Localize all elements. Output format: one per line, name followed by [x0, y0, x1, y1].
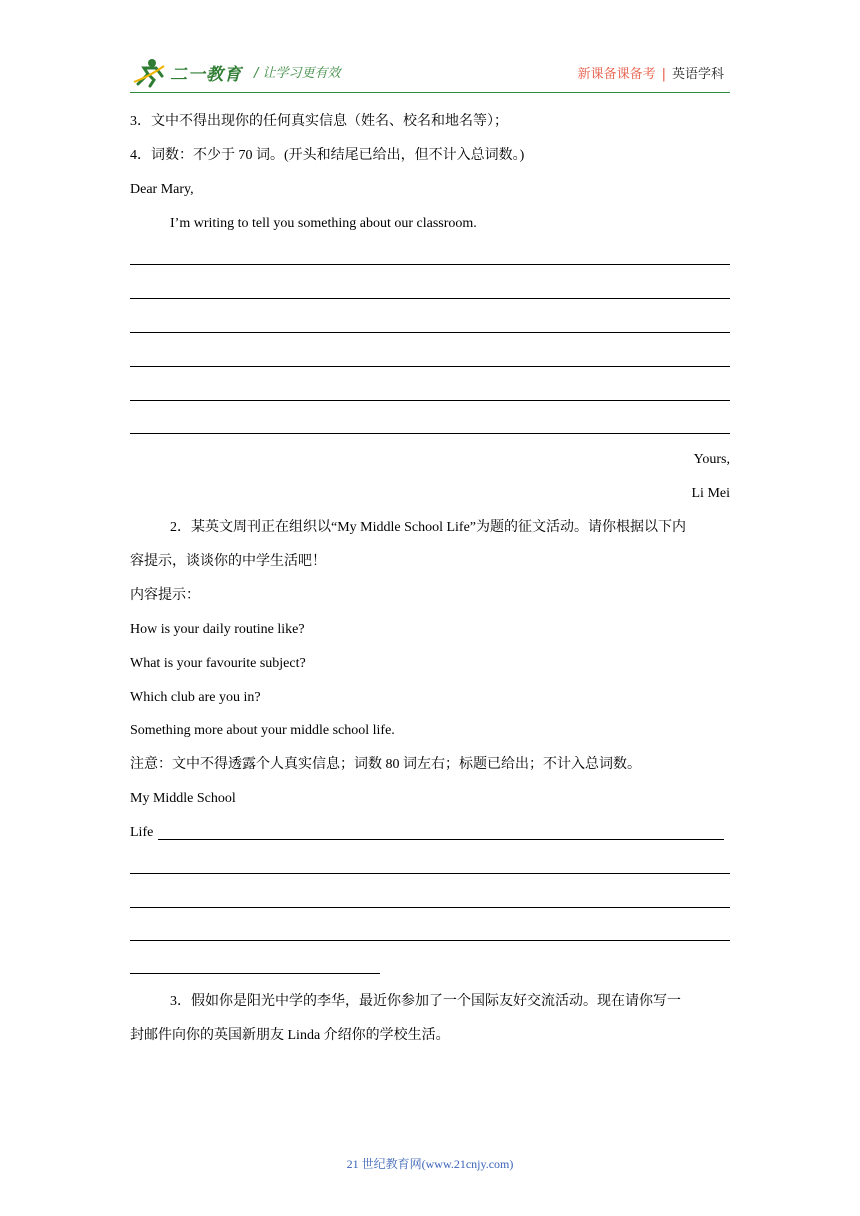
answer-line[interactable]: [130, 940, 730, 941]
answer-line[interactable]: [130, 298, 730, 299]
slogan: / 让学习更有效: [254, 66, 341, 81]
hint-item: What is your favourite subject?: [130, 656, 306, 671]
requirement-4: 4．词数：不少于 70 词。(开头和结尾已给出，但不计入总词数。): [130, 148, 525, 163]
answer-line[interactable]: [130, 907, 730, 908]
letter-greeting: Dear Mary,: [130, 182, 194, 197]
requirement-3: 3．文中不得出现你的任何真实信息（姓名、校名和地名等）；: [130, 114, 508, 129]
letter-signature: Li Mei: [691, 486, 730, 501]
note: 注意：文中不得透露个人真实信息；词数 80 词左右；标题已给出；不计入总词数。: [130, 757, 641, 772]
answer-line[interactable]: [130, 873, 730, 874]
essay-title-line-2: Life: [130, 825, 154, 840]
answer-line[interactable]: [130, 973, 380, 974]
hint-item: How is your daily routine like?: [130, 622, 305, 637]
essay-title-line-1: My Middle School: [130, 791, 236, 806]
hint-item: Something more about your middle school life.: [130, 723, 395, 738]
answer-line[interactable]: [130, 366, 730, 367]
header-separator: |: [661, 67, 666, 82]
hint-item: Which club are you in?: [130, 690, 261, 705]
question-3-line-1: 3．假如你是阳光中学的李华，最近你参加了一个国际友好交流活动。现在请你写一: [170, 994, 681, 1009]
letter-opening: I’m writing to tell you something about our classroom.: [170, 216, 477, 231]
page-header: [130, 52, 730, 93]
answer-line[interactable]: [130, 264, 730, 265]
logo-text: 二一教育: [170, 65, 242, 85]
letter-closing: Yours,: [693, 452, 730, 467]
answer-line[interactable]: [130, 400, 730, 401]
question-2-line-1: 2．某英文周刊正在组织以“My Middle School Life”为题的征文活动。请你根据以下内: [170, 520, 687, 535]
hint-label: 内容提示：: [130, 588, 200, 603]
answer-line[interactable]: [130, 332, 730, 333]
question-3-line-2: 封邮件向你的英国新朋友 Linda 介绍你的学校生活。: [130, 1028, 450, 1043]
header-right: [578, 63, 724, 82]
answer-line[interactable]: [158, 839, 724, 840]
subject-label: 英语学科: [671, 67, 724, 82]
answer-line[interactable]: [130, 433, 730, 434]
page-footer[interactable]: 21 世纪教育网(www.21cnjy.com): [346, 1157, 514, 1171]
tagline: 新课备课备考: [577, 67, 656, 82]
question-2-line-2: 容提示，谈谈你的中学生活吧！: [130, 554, 326, 569]
